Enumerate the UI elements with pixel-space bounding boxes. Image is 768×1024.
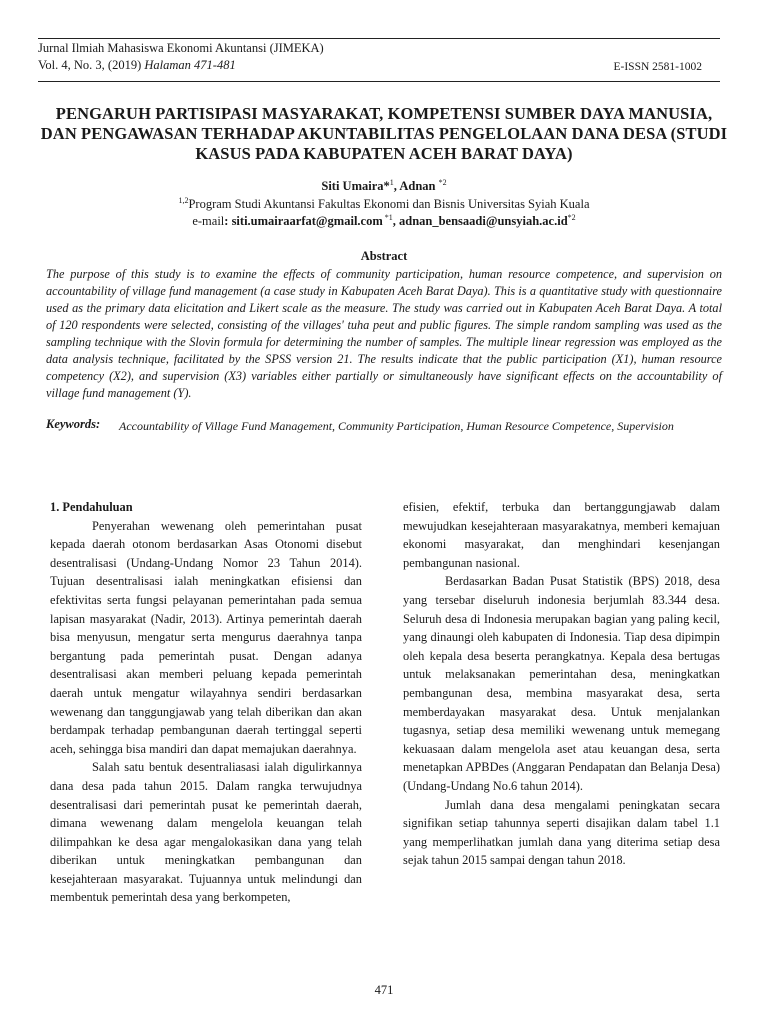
author-2: Adnan <box>399 179 439 194</box>
author-separator: , <box>393 179 400 194</box>
header-bottom-rule <box>38 81 720 82</box>
email-2-sup: *2 <box>567 213 576 222</box>
paragraph: Berdasarkan Badan Pusat Statistik (BPS) 2018, desa yang tersebar diseluruh indonesia berjumlah 83.344 desa. Seluruh desa di Indonesia merupakan bagian yang paling kecil, yang dinaungi oleh kabupaten di Indonesia. Tiap desa dipimpin oleh kepala desa beserta perangkatnya. Kepala desa bertugas untuk melaksanakan pemerintahan desa, meningkatkan pembangunan desa, membina masyarakat desa, serta memberdayakan masyarakat desa. Untuk menjalankan tugasnya, setiap desa memiliki wewenang untuk memegang kekuasaan dalam mengelola aset atau keuangan desa, serta menetapkan APBDes (Anggaran Pendapatan dan Belanja Desa) (Undang-Undang No.6 tahun 2014). <box>403 574 720 793</box>
page-number: 471 <box>374 983 394 997</box>
affiliation-text: Program Studi Akuntansi Fakultas Ekonomi dan Bisnis Universitas Syiah Kuala <box>188 197 590 212</box>
paper-title: PENGARUH PARTISIPASI MASYARAKAT, KOMPETENSI SUMBER DAYA MANUSIA, DAN PENGAWASAN TERHADAP AKUNTABILITAS PENGELOLAAN DANA DESA (STUDI KASUS PADA KABUPATEN ACEH BARAT DAYA) <box>40 104 728 163</box>
journal-name: Jurnal Ilmiah Mahasiswa Ekonomi Akuntansi (JIMEKA) <box>38 41 324 55</box>
author-1-sup: 1 <box>389 178 394 187</box>
author-2-sup: *2 <box>438 178 447 187</box>
paragraph: efisien, efektif, terbuka dan bertanggungjawab dalam mewujudkan kesejahteraan masyarakatnya, memberi kemajuan ekonomi masyarakat, dan menghindari kesenjangan pembangunan nasional. <box>403 500 720 570</box>
email-1[interactable]: : siti.umairaarfat@gmail.com <box>224 214 383 229</box>
paper-authors <box>0 178 768 194</box>
section-heading: 1. Pendahuluan <box>50 500 133 514</box>
journal-volume-line <box>38 58 236 73</box>
abstract-heading: Abstract <box>360 249 408 263</box>
body-column-left <box>50 498 362 907</box>
email-label: e-mail <box>192 214 225 229</box>
paragraph: Jumlah dana desa mengalami peningkatan secara signifikan setiap tahunnya seperti disajikan dalam tabel 1.1 yang memperlihatkan jumlah dana yang diterima setiap desa sejak tahun 2015 sampai dengan tahun 2018. <box>403 797 720 868</box>
paper-emails <box>0 213 768 229</box>
affiliation-sup: 1,2 <box>178 196 189 205</box>
journal-volume: Vol. 4, No. 3, (2019) <box>38 58 142 72</box>
paragraph: Salah satu bentuk desentraliasasi ialah digulirkannya dana desa pada tahun 2015. Dalam rangka terwujudnya desentralisasi dari pemerintah pusat ke pemerintah daerah, dimana wewenang dalam mengelola keuangan telah dilimpahkan ke desa agar mengalokasikan dana yang telah diberikan untuk meningkatkan pembangunan dan kesejahteraan masyarakat. Tujuannya untuk melindungi dan membentuk pemerintah desa yang berkompeten, <box>50 760 362 905</box>
keywords-label: Keywords: <box>46 417 101 431</box>
body-column-right <box>403 498 720 870</box>
paper-affiliation <box>0 196 768 212</box>
email-separator: , <box>392 214 399 229</box>
journal-pages: Halaman 471-481 <box>144 58 236 72</box>
abstract-text: The purpose of this study is to examine the effects of community participation, human resource competence, and supervision on accountability of village fund management (a case study in Kabupaten Aceh Barat Daya). This is a quantitative study with questionnaire used as the primary data elicitation and Likert scale as the measure. The study was carried out in Kabupaten Aceh Barat Daya. A total of 120 respondents were selected, consisting of the villages' tuha peut and public figures. The simple random sampling was used as the sampling technique with the Slovin formula for determining the number of samples. The multiple linear regression was employed as the data analysis technique, facilitated by the SPSS version 21. The results indicate that the public participation (X1), human resource competency (X2), and supervision (X3) variables either partially or simultaneously have significant effects on the accountability of village fund management (Y). <box>46 267 722 400</box>
keywords-text: Accountability of Village Fund Management, Community Participation, Human Resource Competence, Supervision <box>119 419 674 433</box>
paragraph: Penyerahan wewenang oleh pemerintahan pusat kepada daerah otonom berdasarkan Asas Otonomi disebut desentralisasi (Undang-Undang Nomor 23 Tahun 2014). Tujuan desentralisasi ialah meningkatkan efisiensi dan efektivitas serta fungsi pelayanan pemerintahan pada semua lapisan masyarakat (Nadir, 2013). Artinya pemerintah daerah bisa menyusun, mengatur serta mengurus daerahnya tanpa bergantung pada pemerintah pusat. Dengan adanya desentralisasi akan memberi peluang kepada pemerintah daerah untuk mengatur wilayahnya sendiri berdasarkan wewenang dan tanggungjawab yang telah diberikan dan akan berdampak terhadap pembangunan daerah tertinggal seperti aceh, sehingga bisa mandiri dan dapat memajukan daerahnya. <box>50 518 362 756</box>
email-2[interactable]: adnan_bensaadi@unsyiah.ac.id <box>399 214 568 229</box>
journal-issn: E-ISSN 2581-1002 <box>613 61 702 73</box>
header-top-rule <box>38 38 720 39</box>
author-1: Siti Umaira* <box>321 179 390 194</box>
email-1-sup: *1 <box>382 213 393 222</box>
